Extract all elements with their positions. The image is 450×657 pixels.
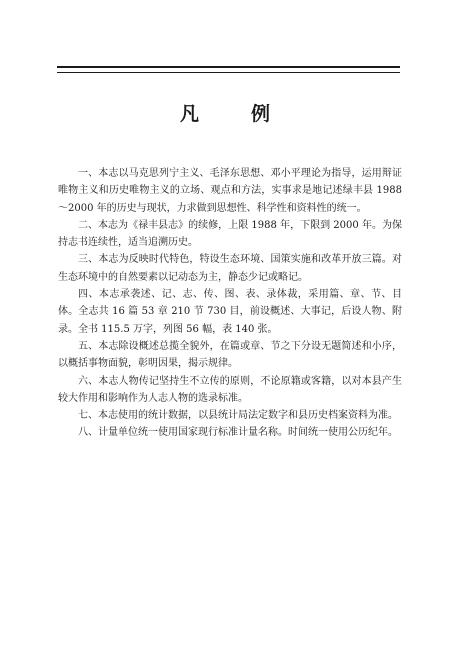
guidelines-body: [58, 165, 402, 442]
page-title: [0, 101, 450, 127]
guideline-paragraph-8: 八、计量单位统一使用国家现行标准计量名称。时间统一使用公历纪年。: [78, 427, 398, 439]
title-char-li: 例: [251, 103, 271, 125]
guideline-paragraph-1: 一、本志以马克思列宁主义、毛泽东思想、邓小平理论为指导，运用辩证唯物主义和历史唯物主义的立场、观点和方法，实事求是地记述绿丰县 1988～2000 年的历史与现状，力求做到思想性、科学性和资料性的统一。: [58, 168, 402, 214]
top-rule-thin: [57, 72, 400, 73]
guideline-paragraph-4: 四、本志承袭述、记、志、传、图、表、录体裁，采用篇、章、节、目体。全志共 16 篇 53 章 210 节 730 目，前设概述、大事记，后设人物、附录。全书 115.5 万字，列图 56 幅，表 140 张。: [58, 289, 402, 335]
guideline-paragraph-6: 六、本志人物传记坚持生不立传的原则，不论原籍或客籍，以对本县产生较大作用和影响作为人志人物的选录标准。: [58, 375, 402, 404]
title-char-fan: 凡: [179, 103, 199, 125]
top-rule-thick: [57, 66, 400, 68]
guideline-paragraph-2: 二、本志为《禄丰县志》的续修，上限 1988 年，下限到 2000 年。为保持志书连续性，适当追溯历史。: [58, 219, 402, 249]
guideline-paragraph-3: 三、本志为反映时代特色，特设生态环境、国策实施和改革开放三篇。对生态环境中的自然要素以记动态为主，静态少记或略记。: [58, 254, 402, 283]
guideline-paragraph-7: 七、本志使用的统计数据，以县统计局法定数字和县历史档案资料为准。: [78, 410, 398, 422]
guideline-paragraph-5: 五、本志除设概述总揽全貌外，在篇或章、节之下分设无题简述和小序，以概括事物面貌，彰明因果，揭示规律。: [58, 340, 402, 370]
